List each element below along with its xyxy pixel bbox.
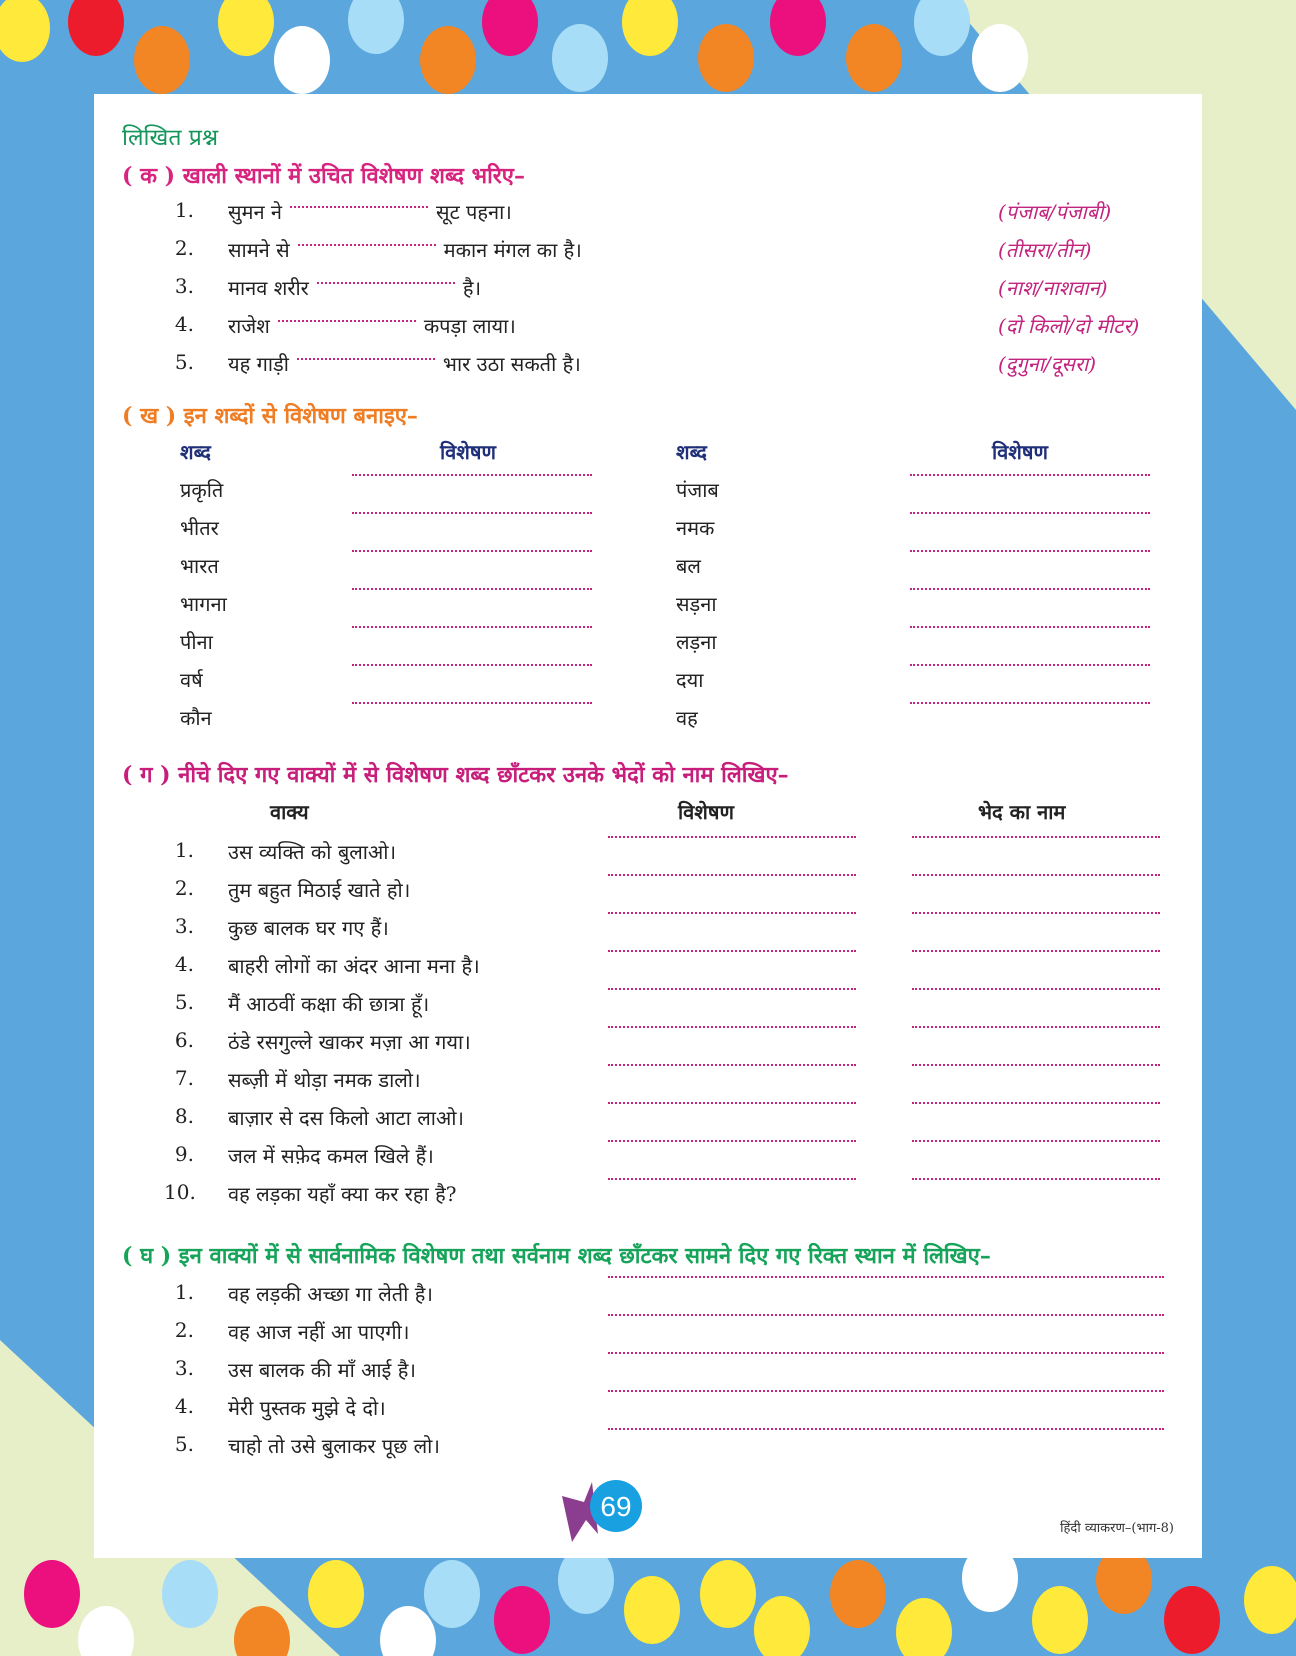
kh-left-word: भागना: [180, 592, 227, 616]
section-kh-heading: ( ख ) इन शब्दों से विशेषण बनाइए–: [122, 403, 418, 429]
g-item-number: 1.: [174, 838, 194, 862]
gh-item-number: 2.: [174, 1318, 194, 1342]
kh-left-word: पीना: [180, 630, 213, 654]
g-col-type: भेद का नाम: [978, 800, 1066, 824]
k-item-before: राजेश: [228, 314, 270, 338]
g-item-sentence: जल में सफ़ेद कमल खिले हैं।: [228, 1144, 434, 1168]
kh-right-word: लड़ना: [676, 630, 717, 654]
g-adj-blank[interactable]: [608, 988, 856, 990]
gh-answer-blank[interactable]: [608, 1428, 1164, 1430]
gh-item-number: 5.: [174, 1432, 194, 1456]
k-item-number: 1.: [174, 198, 194, 222]
kh-right-blank[interactable]: [910, 550, 1150, 552]
kh-right-word: सड़ना: [676, 592, 717, 616]
decorative-dot: [552, 24, 608, 92]
k-item-options: (दुगुना/दूसरा): [998, 352, 1097, 376]
kh-right-blank[interactable]: [910, 588, 1150, 590]
k-item-after: मकान मंगल का है।: [443, 238, 582, 262]
kh-left-blank[interactable]: [352, 664, 592, 666]
g-adj-blank[interactable]: [608, 1026, 856, 1028]
kh-left-blank[interactable]: [352, 626, 592, 628]
kh-left-word: भीतर: [180, 516, 219, 540]
kh-left-blank[interactable]: [352, 588, 592, 590]
kh-left-word: वर्ष: [180, 668, 203, 692]
g-item-number: 7.: [174, 1066, 194, 1090]
g-item-sentence: बाज़ार से दस किलो आटा लाओ।: [228, 1106, 465, 1130]
decorative-dot: [482, 0, 538, 56]
decorative-dot: [1244, 1566, 1296, 1634]
section-g-heading: ( ग ) नीचे दिए गए वाक्यों में से विशेषण शब्द छाँटकर उनके भेदों को नाम लिखिए–: [122, 762, 789, 788]
decorative-dot: [830, 1560, 886, 1628]
kh-right-blank[interactable]: [910, 664, 1150, 666]
k-item-options: (तीसरा/तीन): [998, 238, 1092, 262]
decorative-dot: [218, 0, 274, 56]
decorative-dot: [380, 1606, 436, 1656]
gh-item-sentence: वह आज नहीं आ पाएगी।: [228, 1320, 410, 1344]
kh-right-word: बल: [676, 554, 701, 578]
g-type-blank[interactable]: [912, 912, 1160, 914]
g-type-blank[interactable]: [912, 836, 1160, 838]
kh-left-blank[interactable]: [352, 702, 592, 704]
g-type-blank[interactable]: [912, 1102, 1160, 1104]
g-item-sentence: सब्ज़ी में थोड़ा नमक डालो।: [228, 1068, 421, 1092]
g-item-sentence: वह लड़का यहाँ क्या कर रहा है?: [228, 1182, 457, 1206]
decorative-dot: [754, 1596, 810, 1656]
gh-item-sentence: वह लड़की अच्छा गा लेती है।: [228, 1282, 433, 1306]
decorative-dot: [914, 0, 970, 56]
g-type-blank[interactable]: [912, 1140, 1160, 1142]
k-blank[interactable]: [298, 244, 436, 246]
decorative-dot: [846, 24, 902, 92]
kh-right-word: नमक: [676, 516, 715, 540]
gh-answer-blank[interactable]: [608, 1352, 1164, 1354]
gh-answer-blank[interactable]: [608, 1276, 1164, 1278]
g-adj-blank[interactable]: [608, 1140, 856, 1142]
k-item-sentence: [228, 350, 581, 377]
k-item-after: है।: [462, 276, 482, 300]
gh-item-number: 3.: [174, 1356, 194, 1380]
decorative-dot: [24, 1560, 80, 1628]
section-gh-heading: ( घ ) इन वाक्यों में से सार्वनामिक विशेषण तथा सर्वनाम शब्द छाँटकर सामने दिए गए रिक्त स्थान में लिखिए–: [122, 1243, 991, 1269]
page-number: 69: [600, 1491, 632, 1522]
kh-right-blank[interactable]: [910, 702, 1150, 704]
g-item-sentence: कुछ बालक घर गए हैं।: [228, 916, 389, 940]
k-item-sentence: [228, 274, 481, 301]
k-item-after: कपड़ा लाया।: [423, 314, 516, 338]
k-item-before: सामने से: [228, 238, 290, 262]
decorative-dot: [348, 0, 404, 54]
k-item-before: मानव शरीर: [228, 276, 309, 300]
g-item-number: 6.: [174, 1028, 194, 1052]
decorative-dot: [0, 0, 50, 62]
k-item-number: 2.: [174, 236, 194, 260]
kh-left-blank[interactable]: [352, 474, 592, 476]
decorative-dot: [770, 0, 826, 56]
k-item-options: (नाश/नाशवान): [998, 276, 1108, 300]
g-item-number: 9.: [174, 1142, 194, 1166]
kh-left-word: कौन: [180, 706, 212, 730]
kh-col-word-right: शब्द: [676, 440, 707, 464]
kh-col-adj-right: विशेषण: [992, 440, 1048, 464]
decorative-dot: [424, 1560, 480, 1628]
kh-right-blank[interactable]: [910, 474, 1150, 476]
worksheet-page: [94, 94, 1202, 1558]
decorative-dot: [622, 0, 678, 56]
kh-right-word: दया: [676, 668, 704, 692]
decorative-dot: [274, 26, 330, 94]
g-item-sentence: उस व्यक्ति को बुलाओ।: [228, 840, 397, 864]
decorative-dot: [1164, 1586, 1220, 1654]
k-item-number: 4.: [174, 312, 194, 336]
decorative-dot: [1032, 1586, 1088, 1654]
decorative-dot: [308, 1560, 364, 1628]
decorative-dot: [624, 1576, 680, 1644]
g-adj-blank[interactable]: [608, 912, 856, 914]
g-item-number: 3.: [174, 914, 194, 938]
g-adj-blank[interactable]: [608, 1064, 856, 1066]
page-number-badge: [558, 1472, 648, 1544]
section-k-heading: ( क ) खाली स्थानों में उचित विशेषण शब्द भरिए–: [122, 163, 525, 189]
kh-left-word: भारत: [180, 554, 219, 578]
k-item-before: सुमन ने: [228, 200, 283, 224]
decorative-dot: [162, 1560, 218, 1628]
k-blank[interactable]: [278, 320, 416, 322]
page-title: लिखित प्रश्न: [122, 125, 219, 151]
gh-answer-blank[interactable]: [608, 1390, 1164, 1392]
gh-answer-blank[interactable]: [608, 1314, 1164, 1316]
k-blank[interactable]: [297, 358, 435, 360]
g-item-number: 10.: [164, 1180, 196, 1204]
kh-left-blank[interactable]: [352, 512, 592, 514]
g-adj-blank[interactable]: [608, 1102, 856, 1104]
k-item-after: भार उठा सकती है।: [442, 352, 581, 376]
kh-col-word-left: शब्द: [180, 440, 211, 464]
g-item-number: 4.: [174, 952, 194, 976]
g-item-sentence: ठंडे रसगुल्ले खाकर मज़ा आ गया।: [228, 1030, 471, 1054]
g-adj-blank[interactable]: [608, 836, 856, 838]
gh-item-sentence: उस बालक की माँ आई है।: [228, 1358, 416, 1382]
kh-right-blank[interactable]: [910, 512, 1150, 514]
kh-right-word: वह: [676, 706, 698, 730]
g-item-sentence: बाहरी लोगों का अंदर आना मना है।: [228, 954, 480, 978]
decorative-dot: [698, 24, 754, 92]
kh-left-blank[interactable]: [352, 550, 592, 552]
gh-item-sentence: चाहो तो उसे बुलाकर पूछ लो।: [228, 1434, 440, 1458]
decorative-dot: [494, 1586, 550, 1654]
g-type-blank[interactable]: [912, 874, 1160, 876]
k-item-after: सूट पहना।: [436, 200, 512, 224]
k-item-options: (पंजाब/पंजाबी): [998, 200, 1112, 224]
k-item-sentence: [228, 198, 512, 225]
decorative-dot: [134, 26, 190, 94]
kh-left-word: प्रकृति: [180, 478, 224, 502]
decorative-dot: [972, 24, 1028, 92]
kh-right-word: पंजाब: [676, 478, 719, 502]
g-type-blank[interactable]: [912, 1026, 1160, 1028]
k-blank[interactable]: [290, 206, 428, 208]
decorative-dot: [896, 1598, 952, 1656]
g-adj-blank[interactable]: [608, 874, 856, 876]
k-item-options: (दो किलो/दो मीटर): [998, 314, 1140, 338]
g-col-adj: विशेषण: [678, 800, 734, 824]
g-type-blank[interactable]: [912, 950, 1160, 952]
g-item-number: 2.: [174, 876, 194, 900]
g-type-blank[interactable]: [912, 1064, 1160, 1066]
k-item-number: 5.: [174, 350, 194, 374]
kh-col-adj-left: विशेषण: [440, 440, 496, 464]
kh-right-blank[interactable]: [910, 626, 1150, 628]
k-item-sentence: [228, 236, 582, 263]
gh-item-number: 4.: [174, 1394, 194, 1418]
g-adj-blank[interactable]: [608, 950, 856, 952]
gh-item-sentence: मेरी पुस्तक मुझे दे दो।: [228, 1396, 386, 1420]
decorative-dot: [420, 26, 476, 94]
book-footer: हिंदी व्याकरण–(भाग-8): [1060, 1521, 1174, 1536]
decorative-dot: [700, 1560, 756, 1628]
g-type-blank[interactable]: [912, 1178, 1160, 1180]
g-type-blank[interactable]: [912, 988, 1160, 990]
g-item-number: 5.: [174, 990, 194, 1014]
g-item-sentence: मैं आठवीं कक्षा की छात्रा हूँ।: [228, 992, 430, 1016]
k-item-before: यह गाड़ी: [228, 352, 289, 376]
g-item-sentence: तुम बहुत मिठाई खाते हो।: [228, 878, 411, 902]
k-blank[interactable]: [317, 282, 455, 284]
g-adj-blank[interactable]: [608, 1178, 856, 1180]
g-item-number: 8.: [174, 1104, 194, 1128]
decorative-dot: [68, 0, 124, 56]
gh-item-number: 1.: [174, 1280, 194, 1304]
g-col-sentence: वाक्य: [270, 800, 309, 824]
k-item-sentence: [228, 312, 516, 339]
k-item-number: 3.: [174, 274, 194, 298]
